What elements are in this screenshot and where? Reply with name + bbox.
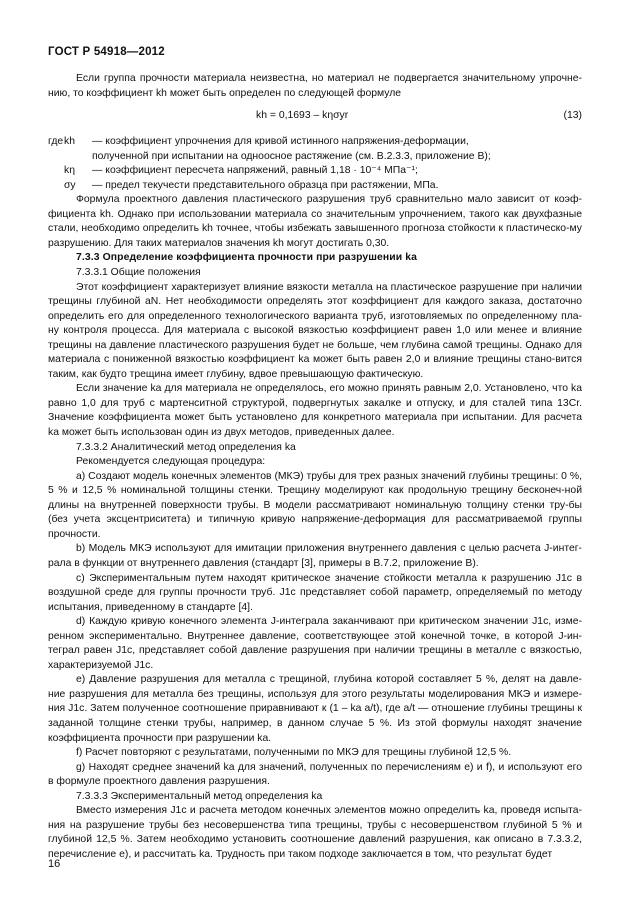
paragraph-experimental: Вместо измерения J1c и расчета методом конечных элементов можно определить ka, проведя испыта-ния на разрушение трубы без несовершенства типа трещины, трубы с несовершенством глубиной 5 % и глубиной 12,5 %. Затем необходимо установить соотношение давлений разрушения, как описано в 7.3.3.2, перечисление e), и рассчитать ka. Трудность при таком подходе заключается в том, что результат будет [48,805,582,860]
document-header: ГОСТ Р 54918—2012 [48,46,165,58]
list-item-f: f) Расчет повторяют с результатами, полученными по МКЭ для трещины глубиной 12,5 %. [76,747,512,759]
paragraph-general: Этот коэффициент характеризует влияние вязкости металла на пластическое разрушение при наличии трещины глубиной aN. Нет необходимости определять этот коэффициент для каждого заказа, достаточно определить его для определенного технологического варианта труб, изготовляемых по определенному пла-ну контроля процесса. Для материала с высокой вязкостью коэффициент равен 1,0 или менее и влияние трещины на давление пластического разрушения будет не больше, чем глубина самой трещины. Однако для материала с пониженной вязкостью коэффициент ka может быть равен 2,0 и влияние трещины стано-вится таким, как будто трещина имеет глубину, вдвое превышающую фактическую. [48,281,582,380]
list-item-b: b) Модель МКЭ используют для имитации приложения внутреннего давления с целью расчета J-интег-рала в функции от внутреннего давления (стандарт [3], примеры в В.7.2, приложение В). [48,543,582,569]
definition-kh [48,135,582,150]
equation-formula: kh = 0,1693 – kησyr [256,110,349,122]
definition-symbol: σy [64,179,76,191]
subsection-heading-7-3-3-2: 7.3.3.2 Аналитический метод определения ka [76,441,296,453]
definition-symbol: kh [64,136,75,148]
section-heading-7-3-3: 7.3.3 Определение коэффициента прочности при разрушении ka [76,252,418,264]
list-item-e: e) Давление разрушения для металла с трещиной, глубина которой составляет 5 %, делят на давле-ние разрушения для металла без трещины, используя для этого результаты моделирования МКЭ и измере-ния J1c. Затем полученное соотношение приравнивают к (1 – ka a/t), где a/t — отношение глубины трещины к заданной толщине стенки трубы, например, в данном случае 5 %. Из этой формулы находят значение коэффициента прочности при разрушении ka. [48,674,582,744]
list-item-d: d) Каждую кривую конечного элемента J-интеграла заканчивают при критическом значении J1c, изме-ренном экспериментально. Внутреннее давление, соответствующее этой конечной точке, в которой J-ин-теграл равен J1c, представляет собой давление разрушения при наличии трещины в металле с вязкостью, характеризуемой J1c. [48,616,582,671]
definition-continuation: полученной при испытании на одноосное растяжение (см. В.2.3.3, приложение В); [92,150,491,162]
list-item-a: a) Создают модель конечных элементов (МКЭ) трубы для трех разных значений глубины трещины: 0 %, 5 % и 12,5 % номинальной толщины стенки. Трещину моделируют как продольную трещину бесконеч-ной длины на внутренней поверхности трубы. В модели рассматривают номинальную толщину стенки тру-бы (без учета эксцентриситета) и типичную кривую напряжение-деформация для рассматриваемой группы прочности. [48,470,582,540]
list-item-c: c) Экспериментальным путем находят критическое значение стойкости металла к разрушению J1c в воздушной среде для группы прочности труб. J1c представляет собой параметр, определяемый по методу испытания, приведенному в стандарте [4]. [48,572,582,613]
definition-k-eta [48,164,582,179]
definition-symbol: kη [64,165,75,177]
definition-sigma-y [48,179,582,194]
paragraph-intro: Если группа прочности материала неизвестна, но материал не подвергается значительному упрочне-нию, то коэффициент kh может быть определен по следующей формуле [48,73,582,99]
definition-text: — предел текучести представительного образца при растяжении, МПа. [92,179,439,191]
list-item-g: g) Находят среднее значений ka для значений, полученных по перечислениям e) и f), и используют его в формуле проектного давления разрушения. [48,761,582,788]
subsection-heading-7-3-3-1: 7.3.3.1 Общие положения [76,267,201,279]
page-body [48,72,582,862]
paragraph-default-value: Если значение ka для материала не определялось, его можно принять равным 2,0. Установлено, что ka равно 1,0 для труб с мартенситной структурой, подвергнутых закалке и отпуску, и для сталей типа 13Cr. Значение коэффициента может быть установлено для конкретного материала при испытании. Для расчета ka может быть использован один из двух методов, приведенных далее. [48,383,582,439]
definition-text: — коэффициент пересчета напряжений, равный 1,18 · 10⁻⁴ МПа⁻¹; [92,165,418,177]
paragraph-procedure-intro: Рекомендуется следующая процедура: [76,456,266,468]
subsection-heading-7-3-3-3: 7.3.3.3 Экспериментальный метод определения ka [76,790,323,802]
paragraph-formula-note: Формула проектного давления пластического разрушения труб сравнительно мало зависит от коэф-фициента kh. Однако при использовании материала со значительным упрочнением, такого как двухфазные стали, необходимо определить kh точнее, чтобы избежать завышенного прогноза стойкости к пластическо-му разрушению. Для таких материалов значения kh могут достигать 0,30. [48,194,582,249]
equation-13 [48,109,582,125]
equation-number: (13) [563,110,582,122]
definition-text: — коэффициент упрочнения для кривой истинного напряжения-деформации, [92,136,469,148]
page-number: 16 [48,858,61,870]
where-label: где [48,136,64,148]
